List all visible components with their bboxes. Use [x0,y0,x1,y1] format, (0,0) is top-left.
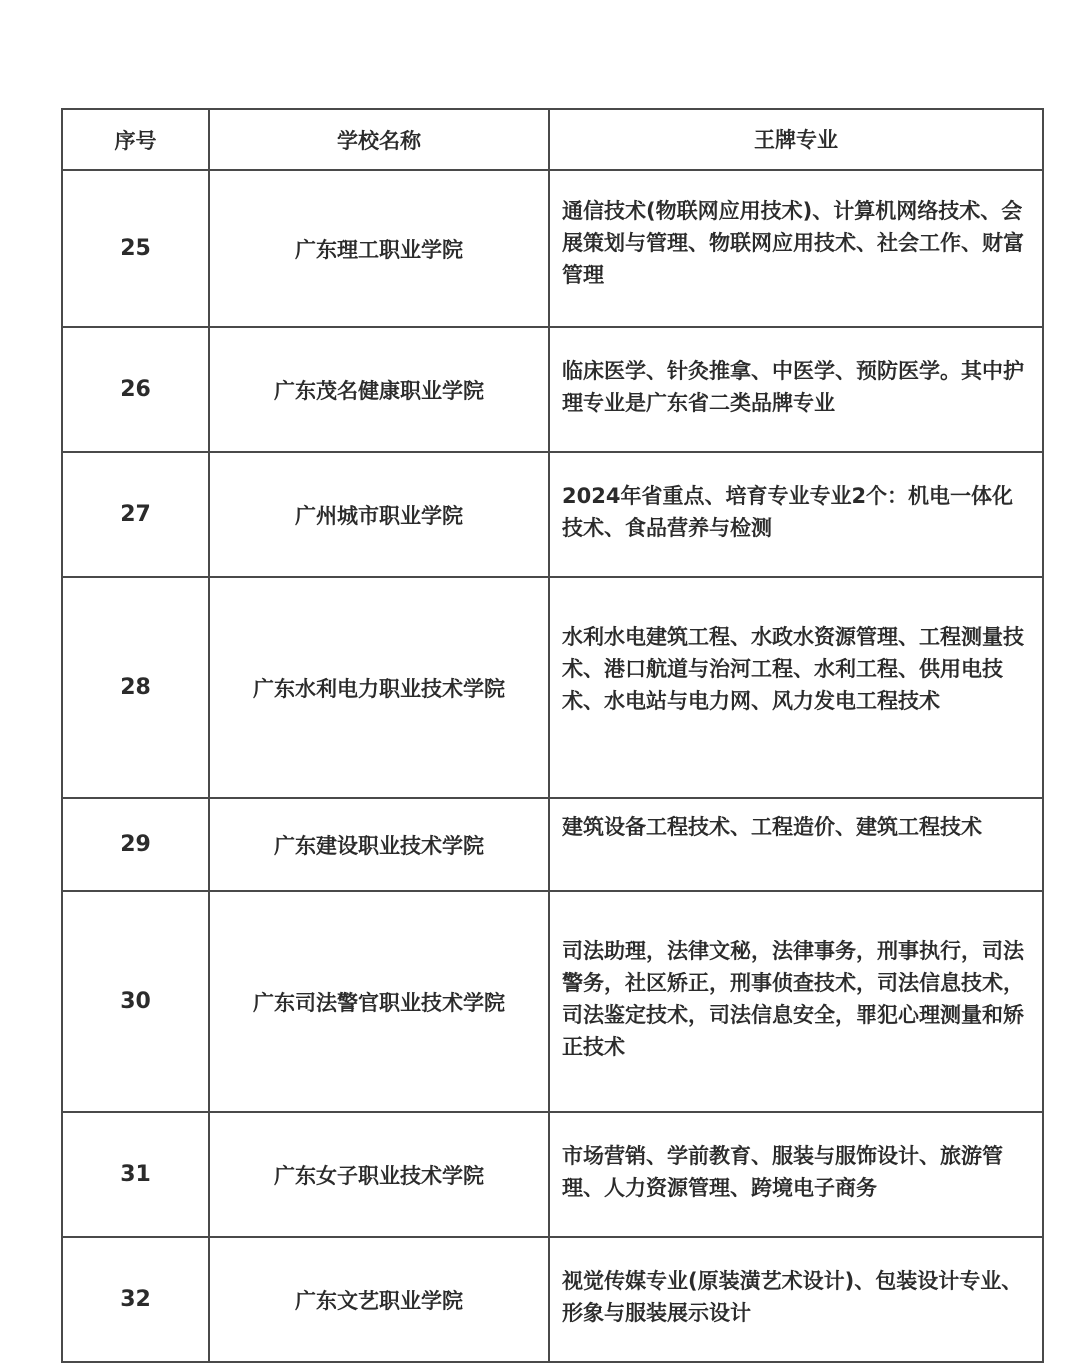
table-row [62,170,1043,327]
table-row [62,577,1043,798]
school-name: 广东文艺职业学院 [209,1237,549,1362]
row-number: 27 [62,452,209,577]
majors-text: 通信技术(物联网应用技术)、计算机网络技术、会展策划与管理、物联网应用技术、社会工作、财富管理 [562,198,1024,287]
row-number: 28 [62,577,209,798]
row-number: 32 [62,1237,209,1362]
majors-cell [549,1237,1043,1362]
majors-text: 建筑设备工程技术、工程造价、建筑工程技术 [562,815,982,839]
table-row [62,1237,1043,1362]
row-number: 29 [62,798,209,891]
school-name: 广州城市职业学院 [209,452,549,577]
colleges-table [61,108,1044,1363]
table-header-row [62,109,1043,170]
row-number: 31 [62,1112,209,1237]
majors-cell [549,798,1043,891]
majors-cell [549,452,1043,577]
majors-text: 市场营销、学前教育、服装与服饰设计、旅游管理、人力资源管理、跨境电子商务 [562,1144,1003,1200]
majors-text: 临床医学、针灸推拿、中医学、预防医学。其中护理专业是广东省二类品牌专业 [562,359,1024,415]
header-school-name: 学校名称 [209,109,549,170]
majors-cell [549,327,1043,452]
row-number: 26 [62,327,209,452]
table-row [62,798,1043,891]
school-name: 广东茂名健康职业学院 [209,327,549,452]
school-name: 广东建设职业技术学院 [209,798,549,891]
header-flagship-majors: 王牌专业 [549,109,1043,170]
table-row [62,1112,1043,1237]
majors-cell [549,891,1043,1112]
majors-cell [549,170,1043,327]
school-name: 广东女子职业技术学院 [209,1112,549,1237]
majors-cell [549,577,1043,798]
table-row [62,327,1043,452]
school-name: 广东理工职业学院 [209,170,549,327]
school-name: 广东水利电力职业技术学院 [209,577,549,798]
majors-text: 司法助理，法律文秘，法律事务，刑事执行，司法警务，社区矫正，刑事侦查技术，司法信息技术，司法鉴定技术，司法信息安全，罪犯心理测量和矫正技术 [562,939,1024,1059]
row-number: 25 [62,170,209,327]
majors-text: 视觉传媒专业(原装潢艺术设计)、包装设计专业、形象与服装展示设计 [562,1269,1023,1325]
header-serial-number: 序号 [62,109,209,170]
majors-text: 2024年省重点、培育专业专业2个：机电一体化技术、食品营养与检测 [562,484,1014,540]
table-row [62,452,1043,577]
table-row [62,891,1043,1112]
school-name: 广东司法警官职业技术学院 [209,891,549,1112]
row-number: 30 [62,891,209,1112]
majors-text: 水利水电建筑工程、水政水资源管理、工程测量技术、港口航道与治河工程、水利工程、供用电技术、水电站与电力网、风力发电工程技术 [562,625,1024,713]
majors-cell [549,1112,1043,1237]
